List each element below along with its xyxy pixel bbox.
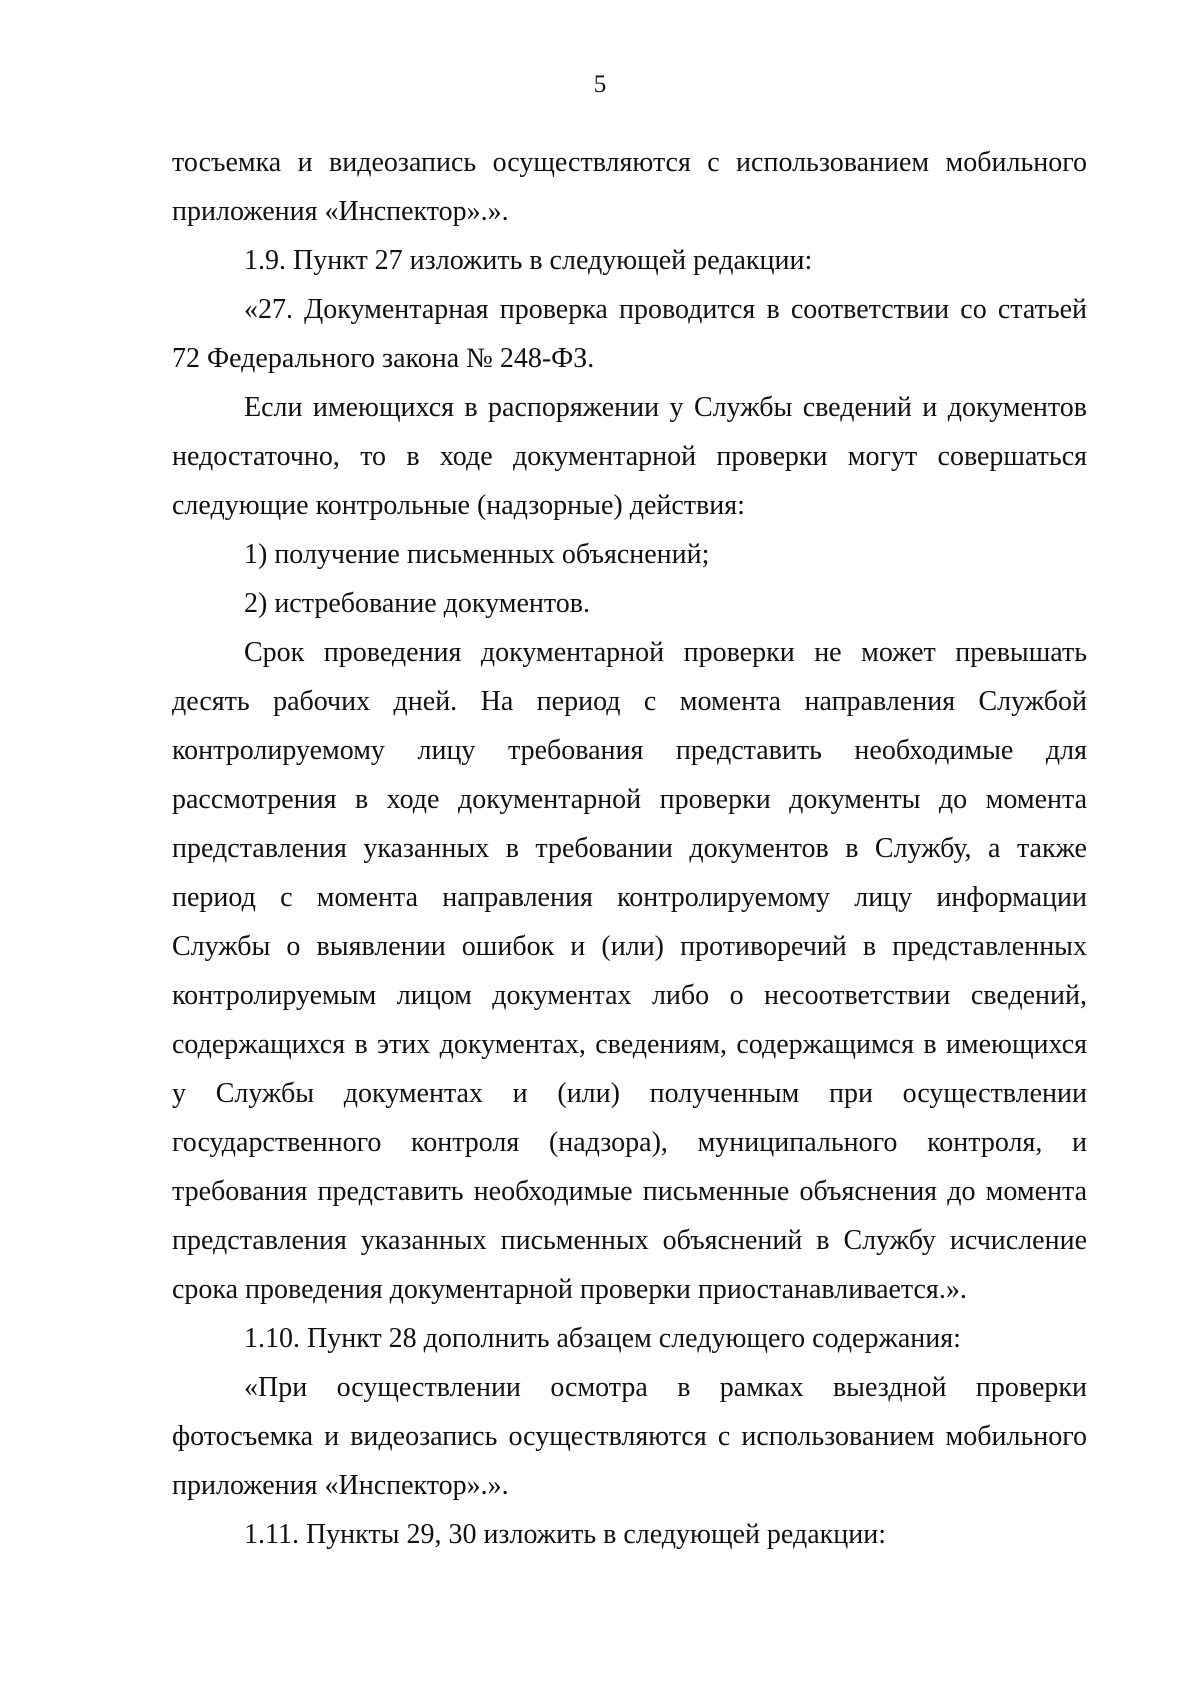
document-body xyxy=(172,138,1087,1559)
paragraph-continuation: тосъемка и видеозапись осуществляются с использованием мобильного приложения «Инспектор».». xyxy=(172,147,1087,227)
paragraph-inspection-photo: «При осуществлении осмотра в рамках выездной проверки фотосъемка и видеозапись осуществляются с использованием мобильного приложения «Инспектор».». xyxy=(172,1372,1087,1501)
paragraph-item-1-11: 1.11. Пункты 29, 30 изложить в следующей редакции: xyxy=(244,1519,886,1550)
paragraph-item-1-10: 1.10. Пункт 28 дополнить абзацем следующего содержания: xyxy=(244,1323,961,1354)
list-item-explanations: 1) получение письменных объяснений; xyxy=(244,539,710,570)
paragraph-item-1-9: 1.9. Пункт 27 изложить в следующей редакции: xyxy=(244,245,813,276)
paragraph-point-27: «27. Документарная проверка проводится в соответствии со статьей 72 Федерального закона № 248-ФЗ. xyxy=(172,294,1087,374)
paragraph-term: Срок проведения документарной проверки не может превышать десять рабочих дней. На период с момента направления Службой контролируемому лицу требования представить необходимые для рассмотрения в ходе документарной проверки документы до момента представления указанных в требовании документов в Службу, а также период с момента направления контролируемому лицу информации Службы о выявлении ошибок и (или) противоречий в представленных контролируемым лицом документах либо о несоответствии сведений, содержащихся в этих документах, сведениям, содержащимся в имеющихся у Службы документах и (или) полученным при осуществлении государственного контроля (надзора), муниципального контроля, и требования представить необходимые письменные объяснения до момента представления указанных письменных объяснений в Службу исчисление срока проведения документарной проверки приостанавливается.». xyxy=(172,637,1087,1305)
paragraph-insufficient-info: Если имеющихся в распоряжении у Службы сведений и документов недостаточно, то в ходе документарной проверки могут совершаться следующие контрольные (надзорные) действия: xyxy=(172,392,1087,521)
page-number: 5 xyxy=(593,71,607,98)
list-item-documents: 2) истребование документов. xyxy=(244,588,590,619)
